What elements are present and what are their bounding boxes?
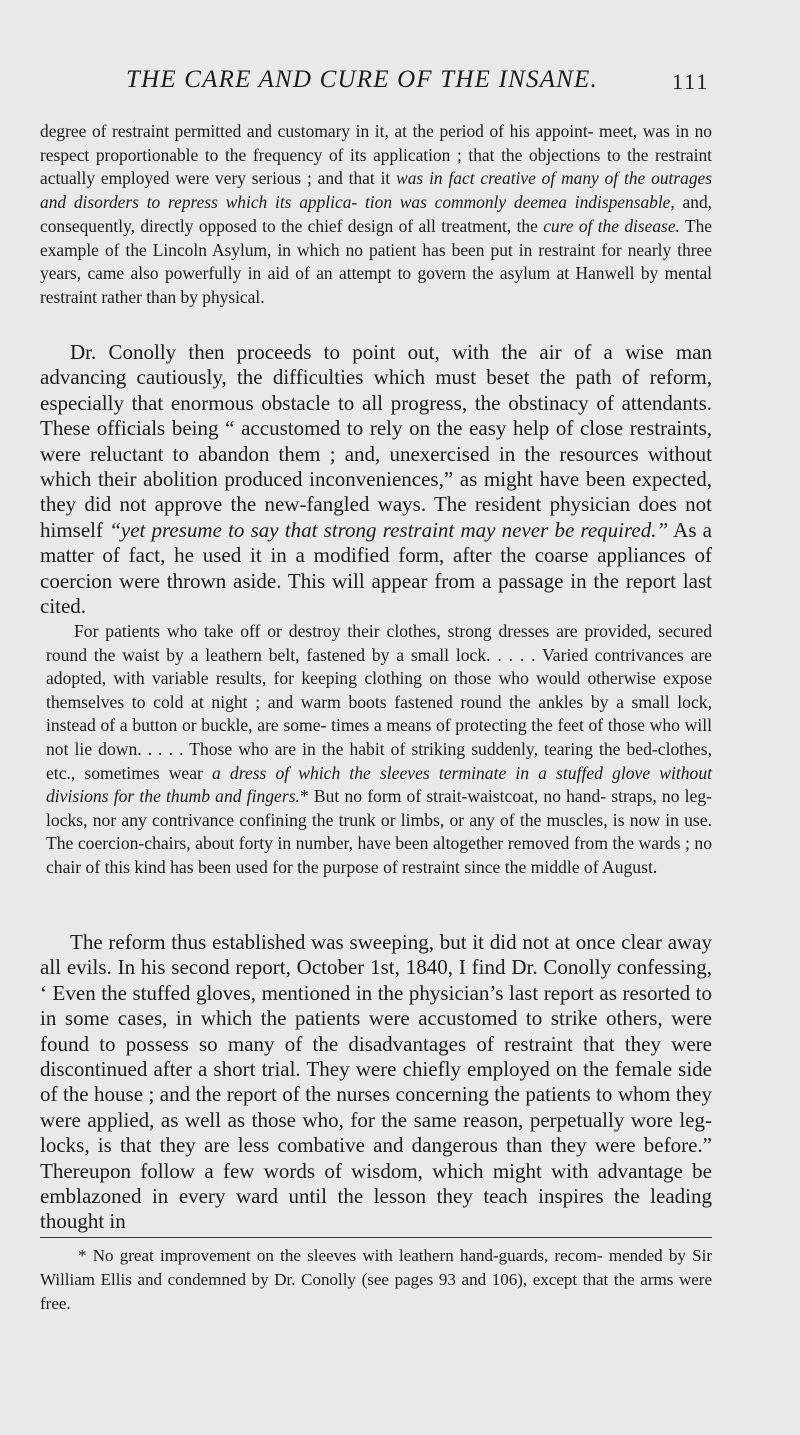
- quotation-text-b: * But no form of strait-waistcoat, no hand- straps, no leg-locks, nor any contrivance confining the trunk or limbs, or any of the muscles, is now in use. The coercion-chairs, about forty in number, have been altogether removed from the wards ; no chair of this kind has been used for the purpose of restraint since the middle of August.: [46, 786, 712, 877]
- block-quotation: [46, 620, 712, 880]
- paragraph1-text-a: degree of restraint permitted and customary in it, at the period of his appoint- meet, was in no respect proportionable to the frequency of its application ; that the objections to the restraint actually employed were very serious ; and that it: [40, 121, 712, 189]
- paragraph2-text-a: Dr. Conolly then proceeds to point out, with the air of a wise man advancing cautiously, the difficulties which must beset the path of reform, especially that enormous obstacle to all progress, the obstinacy of attendants. These officials being “ accustomed to rely on the easy help of close restraints, were reluctant to abandon them ; and, unexercised in the resources without which their abolition produced inconveniences,” as might have been expected, they did not approve the new-fangled ways. The resident physician does not himself: [40, 340, 712, 542]
- page-header: [0, 66, 800, 106]
- paragraph2-text-b: As a matter of fact, he used it in a modified form, after the coarse appliances of coercion were thrown aside. This will appear from a passage in the report last cited.: [40, 517, 713, 619]
- quotation-text-a: For patients who take off or destroy their clothes, strong dresses are provided, secured round the waist by a leathern belt, fastened by a small lock. . . . . Varied contrivances are adopted, with variable results, for keeping clothing on those who would otherwise expose themselves to cold at night ; and warm boots fastened round the ankles by a small lock, instead of a button or buckle, are some- times a means of protecting the feet of those who will not lie down. . . . . Those who are in the habit of striking suddenly, tearing the bed-clothes, etc., sometimes wear: [46, 621, 712, 783]
- quotation-italic: a dress of which the sleeves terminate in a stuffed glove without divisions for the thumb and fingers.: [46, 762, 712, 807]
- paragraph1-italic-b: cure of the disease.: [543, 215, 680, 236]
- paragraph3-text: The reform thus established was sweeping, but it did not at once clear away all evils. In his second report, October 1st, 1840, I find Dr. Conolly confessing, ‘ Even the stuffed gloves, mentioned in the physician’s last report as resorted to in some cases, in which the patients were accustomed to strike others, were found to possess so many of the disadvantages of restraint that they were discontinued after a short trial. They were chiefly employed on the female side of the house ; and the report of the nurses concerning the patients to whom they were applied, as well as those who, for the same reason, perpetually wore leg-locks, is that they are less combative and dangerous than they were before.” Thereupon follow a few words of wisdom, which might with advantage be emblazoned in every ward until the lesson they teach inspires the leading thought in: [40, 930, 712, 1234]
- paragraph-conolly-reform: [40, 340, 712, 619]
- running-title: THE CARE AND CURE OF THE INSANE.: [126, 66, 598, 93]
- page-number: 111: [672, 69, 710, 94]
- footnote-text: * No great improvement on the sleeves with leathern hand-guards, recom- mended by Sir William Ellis and condemned by Dr. Conolly (see pages 93 and 106), except that the arms were free.: [40, 1246, 712, 1313]
- paragraph1-text-c: The example of the Lincoln Asylum, in which no patient has been put in restraint for nearly three years, came also powerfully in aid of an attempt to govern the asylum at Hanwell by mental restraint rather than by physical.: [40, 215, 712, 307]
- paragraph1-italic-a: was in fact creative of many of the outrages and disorders to repress which its applica- tion was commonly deemea indispensable,: [40, 168, 713, 213]
- paragraph1-text-b: and, consequently, directly opposed to the chief design of all treatment, the: [40, 192, 712, 236]
- paragraph-continuation: [40, 120, 712, 310]
- footnote: [40, 1244, 712, 1316]
- paragraph2-italic: “yet presume to say that strong restraint may never be required.”: [109, 517, 669, 542]
- footnote-divider: [40, 1237, 712, 1238]
- paragraph-second-report: [40, 930, 712, 1235]
